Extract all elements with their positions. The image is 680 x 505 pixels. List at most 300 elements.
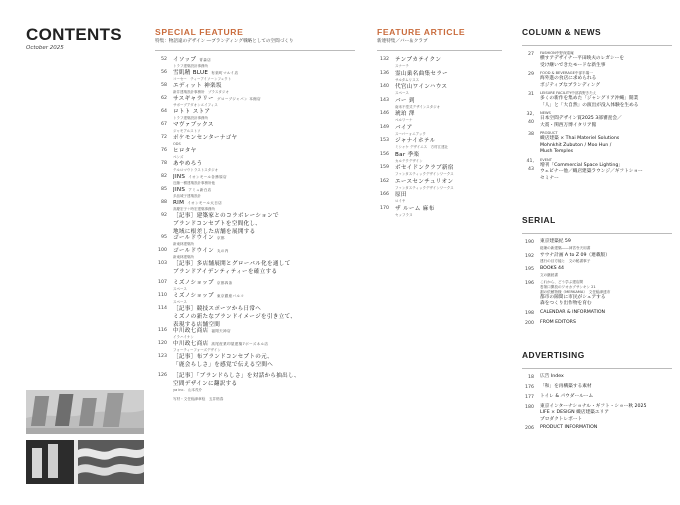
entry-meta: スペース (173, 300, 187, 304)
entry-line: ポジティブなブランディング (540, 82, 601, 88)
entry-title (173, 147, 355, 155)
toc-entry (522, 51, 672, 69)
entry-meta: スーバーォニアック (395, 131, 426, 136)
entry-title (173, 160, 355, 168)
entry-meta: 建行の目方能と 文の秘書事子 (540, 259, 591, 263)
entry-note: アミュ新白店 (188, 188, 212, 192)
entry-line: 海外進の食店に求められる (540, 76, 597, 81)
page-number: 120 (158, 341, 167, 346)
page-number: 110 (158, 293, 167, 298)
entry-title (173, 260, 355, 268)
entry-tag: LEISURE FACILITY中部真野きたえ (540, 91, 597, 95)
toc-entry (155, 305, 355, 327)
entry-title-text: マヴァブックス (173, 122, 214, 128)
entry-title: バー 到 (395, 97, 415, 104)
column-news-list (522, 51, 672, 182)
entry-meta: 高慶宏子＋時宏建築事務所 (173, 207, 215, 211)
entry-note: 高尾産業印屋建築7ボーズネル店 (211, 342, 269, 346)
toc-entry (155, 108, 355, 121)
entry-body (173, 160, 355, 173)
divider (522, 233, 672, 234)
entry-tag: PRODUCT (540, 131, 558, 135)
toc-entry (522, 239, 672, 251)
entry-title: エースセンチュリオン (395, 178, 454, 185)
page-number: 100 (158, 248, 167, 253)
entry-line: CALENDAR & INFORMATION (540, 309, 606, 315)
entry-meta: フォーティーフォーズデザイン (173, 348, 221, 352)
page-number: 114 (158, 306, 167, 311)
entry-meta: 文の継続書 (540, 272, 558, 277)
entry-body (173, 82, 355, 95)
toc-entry (155, 340, 355, 353)
entry-title (173, 305, 355, 313)
entry-title-text: サスギャラリー (173, 96, 215, 102)
page-number: 29 (528, 72, 534, 77)
entry-line: 空間デザインに翻訳する (173, 381, 238, 387)
entry-body (540, 111, 672, 129)
entry-title: ジャナイホテル (395, 138, 436, 144)
entry-note: 福岡天神店 (211, 329, 231, 333)
entry-body (173, 199, 355, 212)
entry-title (173, 279, 355, 287)
entry-meta: 新東林建築所 (173, 255, 194, 259)
toc-entry (155, 82, 355, 95)
entry-body (173, 279, 355, 292)
entry-body (173, 234, 355, 247)
feature-article-title: FEATURE ARTICLE (377, 27, 466, 37)
entry-line: 受け継いできたモードな新生事 (540, 62, 606, 68)
entry-pre: 割の依頼物様（MERKAMA） 文任稲津達市 (540, 289, 611, 294)
page-number: 52 (161, 57, 167, 62)
entry-body (173, 69, 355, 82)
entry-title (173, 173, 355, 181)
page-number: 88 (161, 200, 167, 205)
toc-entry (155, 186, 355, 199)
entry-title (173, 372, 355, 380)
entry-tag: FOOD & BEVERAGE中部半場一 (540, 71, 593, 75)
photo-top (26, 390, 144, 434)
toc-entry (155, 279, 355, 292)
entry-body (173, 247, 355, 260)
entry-note: 東京銀座バルコ (216, 294, 245, 298)
entry-body (395, 70, 502, 84)
divider (522, 45, 672, 46)
entry-line: PRODUCT INFORMATION (540, 425, 598, 430)
entry-meta: 南米不堂式デザインスタジオ (395, 104, 441, 109)
page-number: 62 (161, 96, 167, 101)
divider (155, 50, 355, 51)
toc-entry (155, 234, 355, 247)
entry-body (395, 151, 502, 165)
special-feature-list (155, 56, 355, 391)
entry-meta: 多品城子建築設計 (173, 194, 201, 198)
right-column (522, 0, 672, 435)
page-number: 85 (161, 187, 167, 192)
entry-title (173, 247, 355, 255)
toc-entry (522, 280, 672, 308)
entry-title (173, 56, 355, 64)
entry-body (540, 253, 672, 265)
entry-body (173, 173, 355, 186)
toc-entry (522, 320, 672, 328)
entry-meta: ファンタスティックデザインワークス (395, 185, 454, 190)
entry-meta: サポーブアダオンエイフィス (173, 103, 218, 107)
page-number: 200 (525, 320, 534, 326)
toc-entry (155, 160, 355, 173)
entry-body (173, 305, 355, 327)
divider (377, 50, 502, 51)
entry-title-text: 中川政七商店 (173, 341, 209, 347)
entry-meta: 近藤一樹建築設計事務所他 (173, 181, 215, 185)
page-number: 31 (528, 92, 534, 97)
toc-entry (522, 310, 672, 318)
entry-meta: トラフ建築設計事務所 (173, 116, 208, 120)
page-number: 136 (380, 70, 389, 76)
entry-line: ミズノの新たなブランドイメージを引き立て、 (173, 314, 297, 320)
entry-body (173, 134, 355, 147)
entry-title-text: JINS (173, 187, 186, 193)
toc-entry (155, 260, 355, 279)
entry-body (173, 292, 355, 305)
toc-entry (155, 292, 355, 305)
toc-entry (522, 111, 672, 129)
entry-meta: ベルワーナ (395, 118, 413, 122)
entry-line: 日本空間デザイン賞2025 3部審査会／ (540, 116, 622, 121)
toc-entry (522, 91, 672, 109)
entry-meta: 新井建築設計事務所 ブラスタジオ (173, 90, 229, 94)
entry-body (540, 280, 672, 308)
entry-line: 東京建築紀 59 (540, 239, 571, 244)
toc-entry (155, 95, 355, 108)
entry-body (540, 51, 672, 69)
entry-note: イオンモール各務原店 (188, 175, 227, 179)
entry-meta: ロイヤ (395, 199, 406, 203)
entry-body (540, 91, 672, 109)
entry-meta: ファンタスティックデザインワークス (395, 172, 454, 176)
entry-title: テンプカテイクン (395, 57, 442, 63)
entry-title-text: ［記事］「ブランドらしさ」を対話から抽出し、 (173, 373, 300, 379)
entry-title (173, 186, 355, 194)
page-number: 149 (380, 124, 389, 130)
entry-title-text: エディット 神楽坂 (173, 83, 222, 89)
entry-body (395, 97, 502, 111)
page-number: 177 (525, 394, 534, 400)
toc-entry (155, 247, 355, 260)
entry-line: 大賞・関西万博イタリア館 (540, 122, 597, 128)
entry-note: グローブジャパン 本館店 (217, 97, 261, 101)
page-number: 140 (380, 84, 389, 89)
special-feature-title: SPECIAL FEATURE (155, 27, 244, 37)
toc-entry (377, 191, 502, 205)
entry-title (173, 82, 355, 90)
page-number: 143 (380, 97, 389, 103)
entry-body (395, 56, 502, 70)
entry-body (173, 121, 355, 134)
entry-line: Mohnkhit Zubuton / Moo Hun / (540, 142, 612, 148)
entry-title-text: あやめろう (173, 161, 203, 167)
toc-entry (522, 404, 672, 424)
entry-meta: ジャモアルストソ (173, 129, 201, 133)
entry-body (173, 260, 355, 279)
page-number: 103 (158, 261, 167, 266)
entry-line: 「和」を再構築する素材 (540, 383, 592, 389)
entry-meta: ya inc. 山本茂介 (173, 388, 203, 392)
entry-meta: 新東林建築所 (173, 242, 194, 246)
page-number: 107 (158, 280, 167, 285)
entry-meta: 総兼の新建築――神宮寺天用書 (540, 245, 591, 250)
entry-line: 広告 Index (540, 373, 564, 379)
entry-line: 「人」と「大自然」の演出が没入体験を生める (540, 102, 639, 108)
toc-entry (155, 199, 355, 212)
entry-body (540, 394, 672, 402)
toc-entry (522, 131, 672, 156)
divider (522, 368, 672, 369)
toc-entry (522, 253, 672, 265)
entry-body (540, 404, 672, 424)
entry-title (173, 199, 355, 207)
entry-tag: EVENT (540, 157, 552, 162)
page-number: 58 (161, 83, 167, 88)
feature-article-list (377, 56, 502, 218)
entry-title (173, 69, 355, 77)
toc-entry (377, 56, 502, 70)
entry-line: 表現する店舗空間 (173, 322, 221, 328)
entry-title-text: RIM (173, 200, 185, 206)
entry-body (540, 71, 672, 89)
photo-image-2 (26, 440, 144, 484)
page-number: 190 (525, 240, 534, 245)
entry-line: 織店建築 × Thai Materiel Solutions (540, 136, 620, 141)
page-number: 195 (525, 267, 534, 272)
entry-body (540, 266, 672, 278)
entry-meta: イラハイケン (173, 335, 194, 339)
entry-title: ザ ルーム 麻布 (395, 205, 435, 212)
entry-title (173, 108, 355, 116)
toc-entry (155, 353, 355, 372)
page-number: 196 (525, 280, 534, 286)
toc-entry (155, 134, 355, 147)
toc-entry (522, 158, 672, 183)
entry-body (173, 353, 355, 372)
toc-entry (155, 212, 355, 234)
entry-body (540, 374, 672, 382)
entry-title (173, 95, 355, 103)
page-number: 27 (528, 52, 534, 57)
toc-entry (155, 173, 355, 186)
entry-body (395, 164, 502, 178)
entry-body (395, 137, 502, 151)
entry-meta: スペース (395, 91, 409, 95)
entry-title-text: ヒロタヤ (173, 148, 197, 154)
entry-body (173, 327, 355, 340)
entry-body (173, 95, 355, 108)
toc-entry (377, 97, 502, 111)
page-number: 126 (158, 373, 167, 378)
page-number: 72 (161, 135, 167, 140)
special-feature-subtitle: 特集：物語遠のデザイン ―ブランディング戦略としての空間づくり (155, 39, 294, 44)
entry-body (395, 83, 502, 97)
entry-title-text: ［記事］建築家とのコラボレーションで (173, 213, 279, 219)
entry-title (173, 134, 355, 142)
entry-title-text: イソップ (173, 57, 197, 63)
toc-entry (155, 121, 355, 134)
entry-note: 京都四条 (216, 281, 233, 285)
entry-note: 丸の内 (216, 249, 229, 253)
entry-line: 森をつくり出作物を育む (540, 301, 592, 306)
toc-entry (377, 70, 502, 84)
entry-title (173, 292, 355, 300)
toc-entry (377, 164, 502, 178)
entry-title-text: ［記事］布ブランドコンセプトの元、 (173, 354, 273, 360)
entry-line: 多くの新作を集めた「ジャングリア沖縄」開業 (540, 96, 639, 101)
photo-image (26, 390, 144, 434)
advertising-title: ADVERTISING (522, 349, 585, 360)
page-number: 92 (161, 213, 167, 218)
page-number: 146 (380, 111, 389, 116)
entry-line: Mush Temples (540, 149, 574, 154)
entry-title (173, 340, 355, 348)
entry-body (540, 425, 672, 433)
issue-date: October 2025 (26, 45, 64, 51)
page-number: 116 (158, 328, 167, 333)
entry-title-text: ミズノショップ (173, 293, 214, 299)
entry-title: 代官山ワインハウス (395, 84, 448, 90)
toc-entry (377, 83, 502, 97)
entry-meta: カルテクデザイン (395, 158, 423, 163)
page-number: 176 (525, 384, 534, 390)
toc-entry (155, 147, 355, 160)
entry-body (540, 310, 672, 318)
entry-line: プロダクトレポート (540, 416, 583, 422)
entry-line: 増刊「Commercial Space Lighting」 (540, 162, 623, 168)
toc-entry (377, 178, 502, 192)
entry-line: 地域に根差した店舗を展開する (173, 229, 256, 235)
toc-entry (522, 266, 672, 278)
entry-body (395, 205, 502, 219)
entry-note: イオンモール大日店 (187, 201, 222, 205)
toc-entry (522, 71, 672, 89)
page-number: 192 (525, 253, 534, 259)
toc-entry (377, 110, 502, 124)
serial-list (522, 239, 672, 328)
entry-title-text: 雪肌精 BLUE (173, 70, 209, 76)
toc-entry (522, 384, 672, 392)
entry-note: 青森店 (199, 58, 211, 62)
credit-line: 写材・文任稲津章稔 五井格春 (173, 397, 224, 401)
entry-meta: サルタムリスス (395, 77, 420, 82)
entry-line: BOOKS 44 (540, 266, 565, 271)
entry-body (173, 56, 355, 69)
entry-title (173, 212, 355, 220)
page-number: 18 (528, 374, 534, 380)
entry-line: FROM EDITORS (540, 319, 576, 325)
entry-line: 「鹿会らしさ」を感覚で伝える空間へ (173, 362, 274, 368)
entry-line: 都市の隙間に市民がシェアする (540, 294, 606, 300)
entry-line: トイレ & パウダールーム (540, 393, 594, 399)
page-number: 206 (525, 426, 534, 431)
page-number: 198 (525, 310, 534, 316)
feature-article-subtitle: 新連特集／バー＆クラブ (377, 39, 428, 44)
entry-body (395, 110, 502, 124)
page-number: 41, 43 (526, 158, 534, 172)
entry-title (173, 353, 355, 361)
entry-body (173, 372, 355, 391)
entry-meta: ODS (173, 142, 181, 146)
entry-title-text: ミズノショップ (173, 280, 214, 286)
entry-line: 東京インターナショナル・ギフト・ショー秋 2025 (540, 403, 647, 409)
page-number: 162 (380, 178, 389, 184)
toc-entry (377, 137, 502, 151)
toc-entry (377, 151, 502, 165)
toc-entry (155, 56, 355, 69)
page-number: 132 (380, 57, 389, 62)
page-number: 166 (380, 192, 389, 197)
toc-entry (522, 374, 672, 382)
advertising-list (522, 374, 672, 434)
entry-body (395, 124, 502, 138)
entry-title: ボセイドンクラブ新宿 (395, 165, 454, 171)
special-feature-section (155, 0, 355, 402)
entry-title (173, 327, 355, 335)
page-title: CONTENTS (26, 25, 122, 44)
entry-title-text: ゴールドウイン (173, 248, 214, 254)
feature-article-section (377, 0, 502, 218)
contents-header (26, 0, 136, 51)
toc-entry (155, 327, 355, 340)
photo-bottom (26, 440, 144, 484)
entry-body (173, 212, 355, 234)
page-number: 153 (380, 138, 389, 143)
page-number: 38 (528, 132, 534, 137)
entry-title: バイア (395, 124, 413, 131)
toc-entry (155, 372, 355, 391)
entry-tag: NEWS (540, 111, 551, 115)
page-number: 95 (161, 235, 167, 240)
column-news-title: COLUMN & NEWS (522, 27, 602, 37)
entry-meta: ミシャケ デザイニス 方村江建社 (395, 145, 449, 149)
entry-title: 琥珀 澤 (395, 111, 415, 117)
entry-title-text: ゴールドウイン (173, 235, 214, 241)
entry-body (395, 178, 502, 192)
entry-title-text: ［記事］多店舗展開とグローバル化を通して (173, 261, 291, 267)
entry-note: 有楽町マルイ店 (211, 71, 239, 75)
page-number: 170 (380, 205, 389, 211)
entry-line: セミナー (540, 175, 559, 181)
entry-meta: テルロマウトラストスタジオ (173, 168, 219, 172)
entry-body (540, 384, 672, 392)
entry-body (173, 147, 355, 160)
entry-title-text: ［記事］競技スポーツから日常へ (173, 306, 262, 312)
page-number: 78 (161, 161, 167, 166)
entry-body (540, 239, 672, 251)
serial-title: SERIAL (522, 215, 556, 225)
toc-entry (522, 394, 672, 402)
toc-entry (377, 205, 502, 219)
page-number: 76 (161, 148, 167, 153)
entry-pre: 巻第口開放のワオカブサンキン 21 (540, 284, 596, 289)
entry-line: 横すアデザイナー平田映夫のレガシーを (540, 56, 625, 61)
entry-meta: ベンズ (173, 155, 184, 159)
entry-title: 原田 (395, 192, 407, 198)
entry-body (173, 340, 355, 353)
toc-entry (377, 124, 502, 138)
page-number: 159 (380, 165, 389, 170)
entry-title-text: ポケモンセンターナゴヤ (173, 135, 238, 141)
entry-body (173, 186, 355, 199)
toc-entry (522, 425, 672, 433)
entry-pre: これから、どう学ぶ建店間 (540, 279, 584, 284)
entry-meta: コーセー ティーアイソーンフェクト (173, 77, 232, 81)
